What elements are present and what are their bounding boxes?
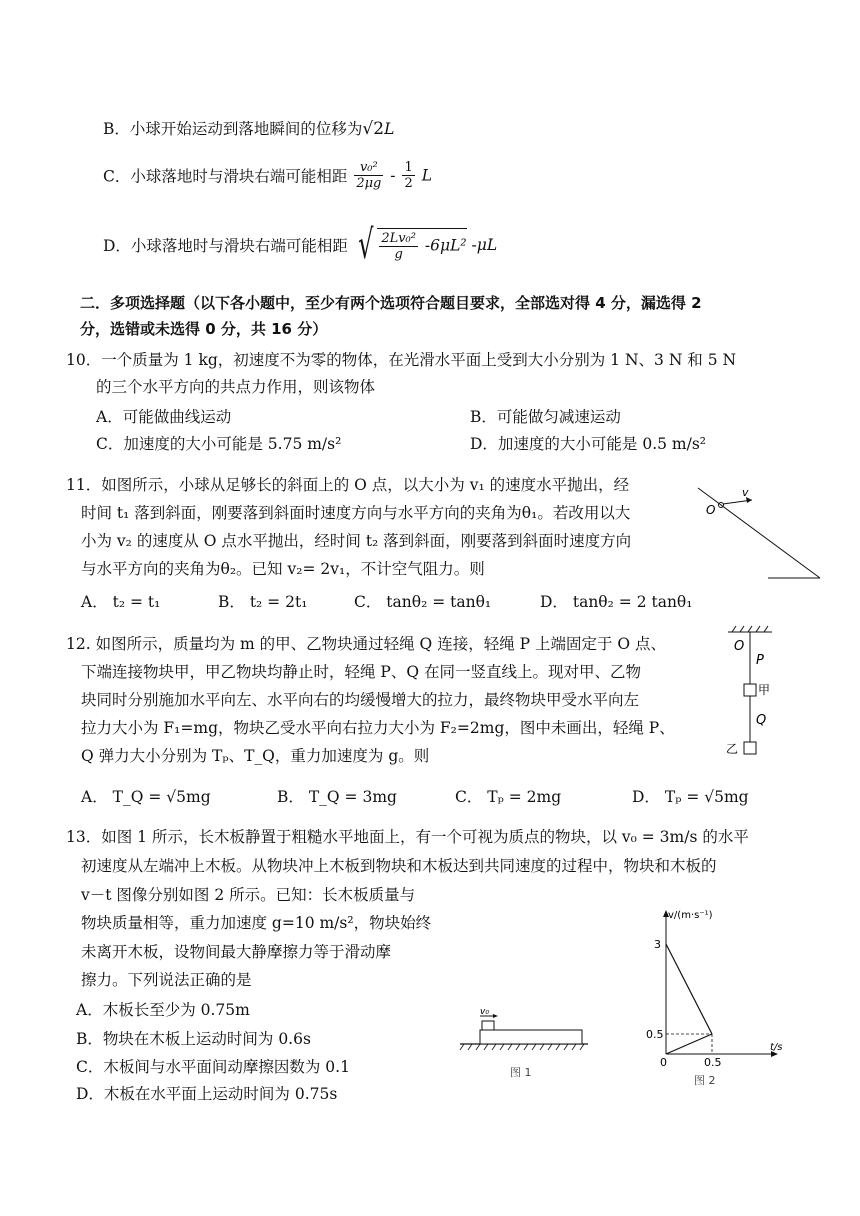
q13-fig2-origin: 0 [660, 1056, 667, 1069]
q11-fig-label-o: O [706, 503, 716, 517]
sqrt-sign: √ [357, 222, 374, 268]
q12-fig-label-jia: 甲 [758, 683, 771, 697]
q9-option-c: C．小球落地时与滑块右端可能相距 $\frac{\text{v₀²}}{2\mu g}$ - $\frac{1}{2}$ L [103, 160, 432, 191]
q11-stem-line4: 与水平方向的夹角为θ₂。已知 v₂= 2v₁，不计空气阻力。则 [81, 560, 485, 578]
q12-stem-line2: 下端连接物块甲，甲乙物块均静止时，轻绳 P、Q 在同一竖直线上。现对甲、乙物 [81, 663, 641, 681]
q11-stem-line1: 11．如图所示，小球从足够长的斜面上的 O 点，以大小为 v₁ 的速度水平抛出，经 [66, 476, 630, 494]
q13-fig2-ylabel: v/(m·s⁻¹) [668, 910, 713, 921]
q13-figure-2-vt-graph [634, 904, 794, 1094]
q13-stem-line2: 初速度从左端冲上木板。从物块冲上木板到物块和木板达到共同速度的过程中，物块和木板的 [81, 857, 717, 875]
section2-heading-line1: 二．多项选择题（以下各小题中，至少有两个选项符合题目要求，全部选对得 4 分，漏选得 2 [80, 294, 702, 312]
q10-option-b: B．可能做匀减速运动 [470, 408, 621, 426]
q11-option-d: D． tanθ₂ = 2 tanθ₁ [540, 593, 693, 611]
q12-stem-line5: Q 弹力大小分别为 Tₚ、T_Q，重力加速度为 g。则 [81, 747, 430, 765]
q11-fig-label-v: v [742, 486, 749, 499]
q13-option-a: A．木板长至少为 0.75m [76, 1001, 250, 1019]
q12-fig-label-q: Q [756, 713, 767, 728]
q11-stem-line2: 时间 t₁ 落到斜面，刚要落到斜面时速度方向与水平方向的夹角为θ₁。若改用以大 [81, 504, 631, 522]
q11-incline-figure [692, 484, 824, 582]
q9-b-expr: L [384, 120, 395, 138]
q13-figure-1 [456, 1006, 592, 1086]
q12-stem-line3: 块同时分别施加水平向左、水平向右的均缓慢增大的拉力，最终物块甲受水平向左 [81, 691, 640, 709]
q13-stem-line1: 13．如图 1 所示，长木板静置于粗糙水平地面上，有一个可视为质点的物块，以 v₀ = 3m/s 的水平 [66, 828, 749, 846]
q13-fig2-ytick-3: 3 [654, 938, 661, 951]
q13-fig1-caption: 图 1 [510, 1066, 532, 1079]
q9-c-frac1: $\frac{\text{v₀²}}{2\mu g}$ [356, 160, 382, 191]
q13-stem-line3: v－t 图像分别如图 2 所示。已知：长木板质量与 [81, 886, 416, 904]
q11-option-a: A． t₂ = t₁ [81, 593, 161, 611]
q13-option-c: C．木板间与水平面间动摩擦因数为 0.1 [76, 1058, 350, 1076]
q10-option-a: A．可能做曲线运动 [96, 408, 232, 426]
q12-rope-figure [720, 624, 790, 760]
q13-fig1-label-v0: v₀ [480, 1007, 489, 1017]
q13-option-b: B．物块在木板上运动时间为 0.6s [76, 1030, 311, 1048]
section2-heading-line2: 分，选错或未选得 0 分，共 16 分） [80, 320, 328, 338]
q10-stem-line1: 10．一个质量为 1 kg，初速度不为零的物体，在光滑水平面上受到大小分别为 1 N、3 N 和 5 N [66, 351, 737, 369]
q11-option-c: C． tanθ₂ = tanθ₁ [354, 593, 492, 611]
q12-fig-label-o: O [734, 639, 745, 654]
q9-option-b: B．小球开始运动到落地瞬间的位移为√2L [103, 119, 395, 139]
q12-fig-label-yi: 乙 [726, 742, 739, 756]
q9-c-frac2: $\frac{1}{2}$ [404, 160, 413, 191]
q11-option-b: B． t₂ = 2t₁ [218, 593, 308, 611]
q13-fig2-xtick-0.5: 0.5 [704, 1056, 722, 1069]
q12-option-c: C． Tₚ = 2mg [455, 788, 562, 806]
q13-fig2-xlabel: t/s [770, 1042, 783, 1053]
q9-option-d: D．小球落地时与滑块右端可能相距 √ $\frac{\text{2Lv₀²}}{g}$ -6μL² -μL [103, 222, 498, 268]
q11-stem-line3: 小为 v₂ 的速度从 O 点水平抛出，经时间 t₂ 落到斜面，刚要落到斜面时速度方向 [81, 532, 632, 550]
q12-option-d: D． Tₚ = √5mg [632, 788, 749, 806]
q12-stem-line4: 拉力大小为 F₁=mg，物块乙受水平向右拉力大小为 F₂=2mg，图中未画出，轻绳 P、 [81, 719, 675, 737]
q9-d-frac: $\frac{\text{2Lv₀²}}{g}$ [381, 231, 416, 262]
q12-fig-label-p: P [756, 653, 764, 668]
q13-stem-line5: 未离开木板，设物间最大静摩擦力等于滑动摩 [81, 943, 392, 961]
q13-stem-line6: 擦力。下列说法正确的是 [81, 971, 252, 989]
q10-stem-line2: 的三个水平方向的共点力作用，则该物体 [96, 378, 376, 396]
q10-option-d: D．加速度的大小可能是 0.5 m/s² [470, 435, 707, 453]
q10-option-c: C．加速度的大小可能是 5.75 m/s² [96, 435, 342, 453]
q13-fig2-ytick-0.5: 0.5 [646, 1028, 664, 1041]
q13-option-d: D．木板在水平面上运动时间为 0.75s [76, 1085, 338, 1103]
q12-option-b: B． T_Q = 3mg [277, 788, 397, 806]
q13-fig2-caption: 图 2 [694, 1074, 716, 1087]
q12-option-a: A． T_Q = √5mg [81, 788, 211, 806]
sqrt2: √2 [362, 119, 385, 139]
q13-stem-line4: 物块质量相等，重力加速度 g=10 m/s²，物块始终 [81, 914, 432, 932]
q12-stem-line1: 12. 如图所示，质量均为 m 的甲、乙物块通过轻绳 Q 连接，轻绳 P 上端固定于 O 点、 [66, 635, 667, 653]
